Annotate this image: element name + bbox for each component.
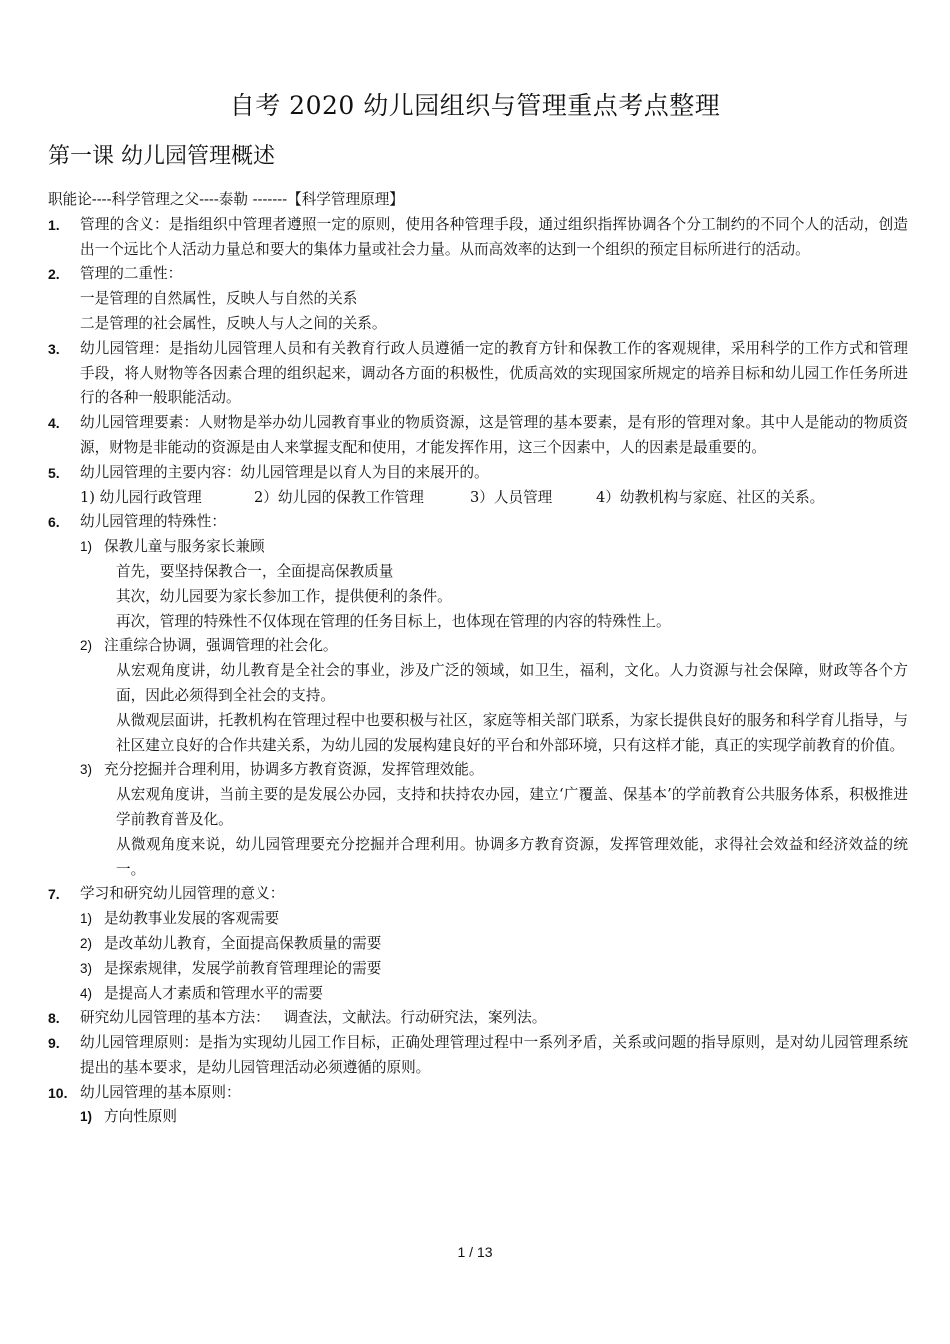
sub-item-number: 1)	[80, 1109, 93, 1125]
content-part: 3）人员管理	[470, 488, 553, 506]
list-item	[48, 337, 908, 411]
item-number: 9.	[48, 1035, 60, 1052]
list-item	[48, 213, 908, 263]
sub-item-para: 从宏观角度讲，幼儿教育是全社会的事业，涉及广泛的领域，如卫生，福利，文化。人力资源与社会保障，财政等各个方面，因此必须得到全社会的支持。	[116, 662, 908, 704]
sub-item-number: 2)	[80, 935, 93, 951]
sub-item-number: 3)	[80, 762, 93, 778]
item-text: 幼儿园管理原则：是指为实现幼儿园工作目标，正确处理管理过程中一系列矛盾，关系或问题的指导原则，是对幼儿园管理系统提出的基本要求，是幼儿园管理活动必须遵循的原则。	[80, 1034, 908, 1076]
item-number: 3.	[48, 340, 60, 357]
item-number: 7.	[48, 886, 60, 903]
document-body	[48, 188, 908, 1130]
sub-item-para: 从宏观角度讲，当前主要的是发展公办园，支持和扶持农办园，建立‘广覆盖、保基本’的学前教育公共服务体系，积极推进学前教育普及化。	[116, 786, 908, 828]
intro-line: 职能论----科学管理之父----泰勒 -------【科学管理原理】	[48, 191, 404, 208]
total-pages: 13	[476, 1244, 493, 1260]
item-line: 一是管理的自然属性，反映人与自然的关系	[80, 290, 358, 308]
sub-item	[80, 907, 908, 932]
sub-item	[80, 982, 908, 1007]
item-text: 幼儿园管理的特殊性：	[80, 513, 226, 531]
sub-item-number: 4)	[80, 985, 93, 1001]
sub-item-para: 再次，管理的特殊性不仅体现在管理的任务目标上，也体现在管理的内容的特殊性上。	[116, 612, 671, 630]
list-item	[48, 1081, 908, 1131]
sub-item-number: 3)	[80, 960, 93, 976]
item-text: 幼儿园管理：是指幼儿园管理人员和有关教育行政人员遵循一定的教育方针和保教工作的客观规律，采用科学的工作方式和管理手段，将人财物等各因素合理的组织起来，调动各方面的积极性，优质高效的实现国家所规定的培养目标和幼儿园工作任务所进行的各种一般职能活动。	[80, 339, 908, 407]
page-number-footer	[0, 1244, 950, 1260]
sub-item-number: 2)	[80, 638, 93, 654]
sub-item-number: 1)	[80, 911, 93, 927]
chapter-heading: 第一课 幼儿园管理概述	[48, 144, 275, 169]
content-part: 1) 幼儿园行政管理	[80, 488, 202, 506]
sub-item	[80, 1105, 908, 1130]
document-title: 自考 2020 幼儿园组织与管理重点考点整理	[229, 91, 721, 120]
content-part: 2）幼儿园的保教工作管理	[254, 488, 424, 506]
content-part: 4）幼教机构与家庭、社区的关系。	[596, 488, 825, 506]
item-number: 2.	[48, 266, 60, 283]
sub-item	[80, 634, 908, 758]
sub-item-text: 方向性原则	[104, 1108, 177, 1126]
item-text: 学习和研究幼儿园管理的意义：	[80, 885, 285, 903]
item-text: 管理的二重性：	[80, 265, 183, 283]
item-number: 4.	[48, 415, 60, 432]
current-page: 1	[457, 1244, 466, 1260]
list-item	[48, 411, 908, 461]
list-item	[48, 510, 908, 882]
list-item	[48, 461, 908, 511]
sub-item-text: 注重综合协调，强调管理的社会化。	[104, 637, 338, 655]
item-number: 1.	[48, 216, 60, 233]
sub-item	[80, 535, 908, 634]
item-text: 幼儿园管理的基本原则：	[80, 1083, 241, 1101]
sub-item-text: 是幼教事业发展的客观需要	[104, 910, 280, 928]
list-item	[48, 1031, 908, 1081]
sub-item-para: 首先，要坚持保教合一，全面提高保教质量	[116, 562, 394, 580]
sub-item-text: 保教儿童与服务家长兼顾	[104, 538, 265, 556]
item-text: 管理的含义：是指组织中管理者遵照一定的原则，使用各种管理手段，通过组织指挥协调各个分工制约的不同个人的活动，创造出一个远比个人活动力量总和要大的集体力量或社会力量。从而高效率的达到一个组织的预定目标所进行的活动。	[80, 215, 908, 258]
page-separator: /	[469, 1244, 474, 1260]
list-item	[48, 262, 908, 336]
sub-item-para: 其次，幼儿园要为家长参加工作，提供便利的条件。	[116, 587, 452, 605]
sub-item-number: 1)	[80, 539, 93, 555]
sub-item-text: 是改革幼儿教育，全面提高保教质量的需要	[104, 934, 382, 952]
item-text: 研究幼儿园管理的基本方法： 调查法，文献法。行动研究法，案列法。	[80, 1009, 547, 1027]
list-item	[48, 882, 908, 1006]
item-text: 幼儿园管理要素：人财物是举办幼儿园教育事业的物质资源，这是管理的基本要素，是有形的管理对象。其中人是能动的物质资源，财物是非能动的资源是由人来掌握支配和使用，才能发挥作用，这三个因素中，人的因素是最重要的。	[80, 414, 908, 456]
content-row	[80, 486, 908, 511]
sub-item-para: 从微观角度来说，幼儿园管理要充分挖掘并合理利用。协调多方教育资源，发挥管理效能，求得社会效益和经济效益的统一。	[116, 835, 908, 878]
sub-item	[80, 932, 908, 957]
sub-item-text: 充分挖掘并合理利用，协调多方教育资源，发挥管理效能。	[104, 761, 484, 779]
sub-item-para: 从微观层面讲，托教机构在管理过程中也要积极与社区，家庭等相关部门联系，为家长提供良好的服务和科学育儿指导，与社区建立良好的合作共建关系，为幼儿园的发展构建良好的平台和外部环境，只有这样才能，真正的实现学前教育的价值。	[116, 711, 908, 754]
item-number: 8.	[48, 1010, 60, 1027]
item-number: 6.	[48, 514, 60, 531]
sub-item-text: 是探索规律，发展学前教育管理理论的需要	[104, 959, 382, 977]
item-number: 5.	[48, 464, 60, 481]
item-number: 10.	[48, 1084, 68, 1101]
list-item	[48, 1006, 908, 1031]
sub-item-text: 是提高人才素质和管理水平的需要	[104, 984, 323, 1002]
item-text: 幼儿园管理的主要内容：幼儿园管理是以育人为目的来展开的。	[80, 463, 489, 481]
sub-item	[80, 758, 908, 882]
item-line: 二是管理的社会属性，反映人与人之间的关系。	[80, 314, 387, 332]
sub-item	[80, 957, 908, 982]
